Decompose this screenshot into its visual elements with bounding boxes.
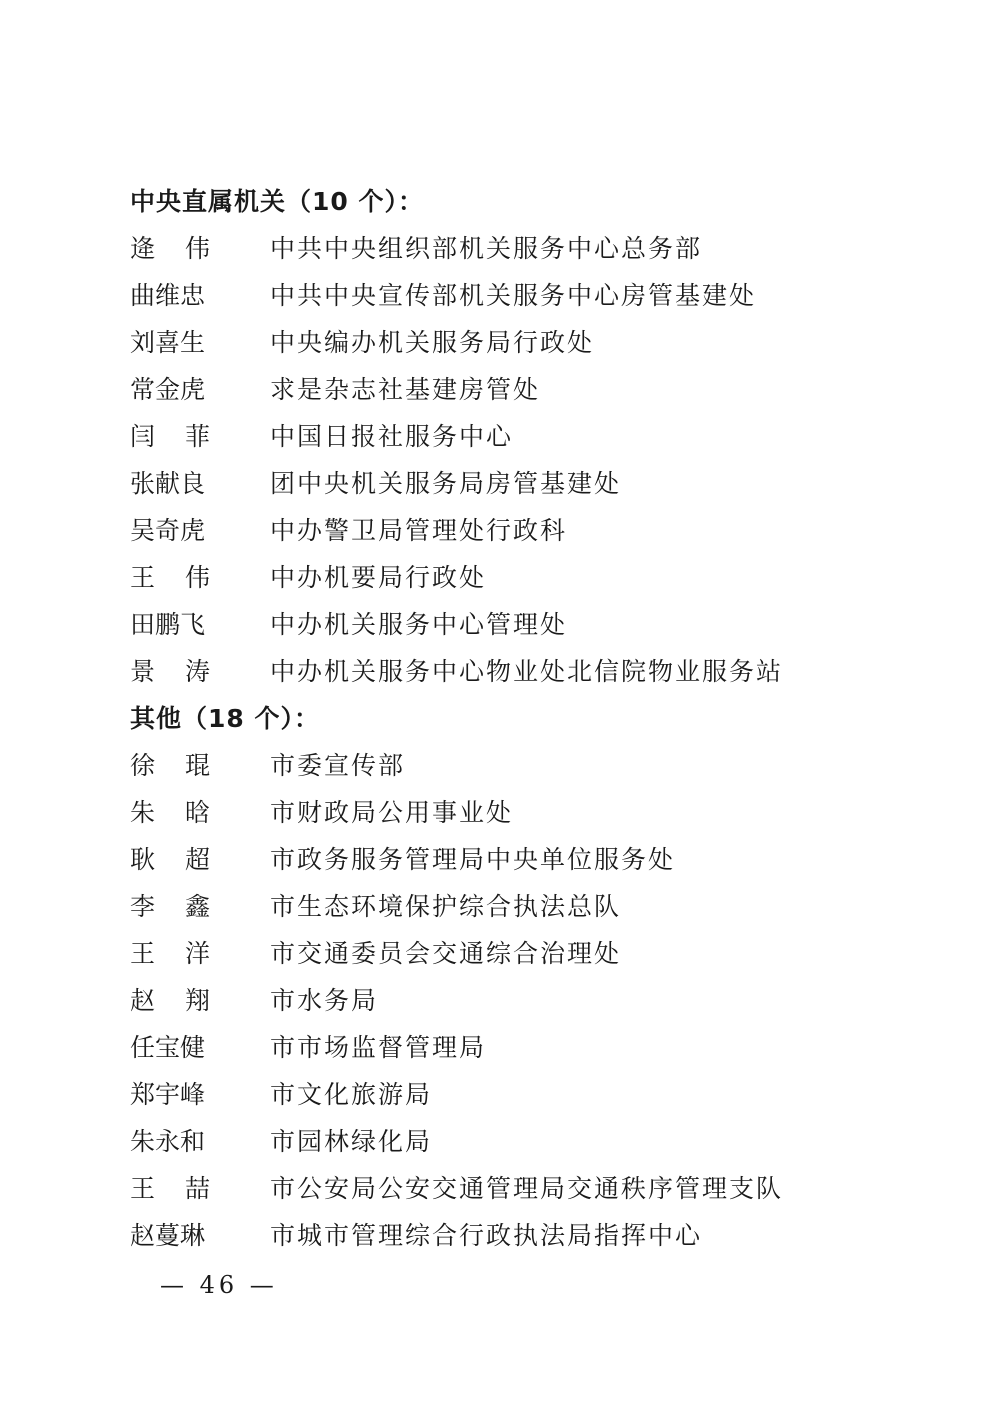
- list-item: [130, 1118, 890, 1165]
- organization: 中办机要局行政处: [270, 563, 487, 592]
- organization: 市交通委员会交通综合治理处: [270, 939, 622, 968]
- list-item: [130, 742, 890, 789]
- person-name: 耿 超: [130, 845, 210, 874]
- list-item: [130, 413, 890, 460]
- person-name: 景 涛: [130, 657, 210, 686]
- person-name: 张献良: [130, 469, 206, 498]
- organization: 市城市管理综合行政执法局指挥中心: [270, 1221, 703, 1250]
- list-item: [130, 366, 890, 413]
- person-name: 闫 菲: [130, 422, 210, 451]
- person-name: 李 鑫: [130, 892, 210, 921]
- organization: 市生态环境保护综合执法总队: [270, 892, 622, 921]
- organization: 求是杂志社基建房管处: [270, 375, 541, 404]
- organization: 中央编办机关服务局行政处: [270, 328, 595, 357]
- section-heading: 中央直属机关（10 个）：: [130, 187, 424, 216]
- list-item: [130, 977, 890, 1024]
- organization: 中办机关服务中心物业处北信院物业服务站: [270, 657, 784, 686]
- person-name: 徐 琨: [130, 751, 210, 780]
- list-item: [130, 1024, 890, 1071]
- person-name: 郑宇峰: [130, 1080, 206, 1109]
- person-name: 吴奇虎: [130, 516, 206, 545]
- list-item: [130, 554, 890, 601]
- organization: 市水务局: [270, 986, 379, 1015]
- organization: 中共中央宣传部机关服务中心房管基建处: [270, 281, 757, 310]
- person-name: 刘喜生: [130, 328, 206, 357]
- list-item: [130, 836, 890, 883]
- list-item: [130, 319, 890, 366]
- person-name: 王 喆: [130, 1174, 210, 1203]
- list-item: [130, 1071, 890, 1118]
- list-item: [130, 930, 890, 977]
- list-item: [130, 272, 890, 319]
- organization: 市文化旅游局: [270, 1080, 433, 1109]
- person-name: 赵蔓琳: [130, 1221, 206, 1250]
- organization: 市委宣传部: [270, 751, 406, 780]
- list-item: [130, 460, 890, 507]
- organization: 市财政局公用事业处: [270, 798, 514, 827]
- section-heading: 其他（18 个）：: [130, 704, 320, 733]
- person-name: 任宝健: [130, 1033, 206, 1062]
- person-name: 赵 翔: [130, 986, 210, 1015]
- organization: 中国日报社服务中心: [270, 422, 514, 451]
- list-item: [130, 1212, 890, 1259]
- person-name: 王 洋: [130, 939, 210, 968]
- list-item: [130, 1165, 890, 1212]
- organization: 团中央机关服务局房管基建处: [270, 469, 622, 498]
- person-name: 常金虎: [130, 375, 206, 404]
- person-name: 朱永和: [130, 1127, 206, 1156]
- list-item: [130, 789, 890, 836]
- person-name: 田鹏飞: [130, 610, 206, 639]
- person-name: 曲维忠: [130, 281, 206, 310]
- organization: 市政务服务管理局中央单位服务处: [270, 845, 676, 874]
- list-item: [130, 225, 890, 272]
- person-name: 逄 伟: [130, 234, 210, 263]
- list-item: [130, 883, 890, 930]
- person-name: 朱 晗: [130, 798, 210, 827]
- organization: 中办警卫局管理处行政科: [270, 516, 568, 545]
- organization: 市园林绿化局: [270, 1127, 433, 1156]
- name-list: [130, 178, 890, 1259]
- list-item: [130, 601, 890, 648]
- organization: 市市场监督管理局: [270, 1033, 487, 1062]
- organization: 中共中央组织部机关服务中心总务部: [270, 234, 703, 263]
- list-item: [130, 507, 890, 554]
- person-name: 王 伟: [130, 563, 210, 592]
- organization: 市公安局公安交通管理局交通秩序管理支队: [270, 1174, 784, 1203]
- list-item: [130, 648, 890, 695]
- page-number: — 46 —: [160, 1271, 278, 1299]
- organization: 中办机关服务中心管理处: [270, 610, 568, 639]
